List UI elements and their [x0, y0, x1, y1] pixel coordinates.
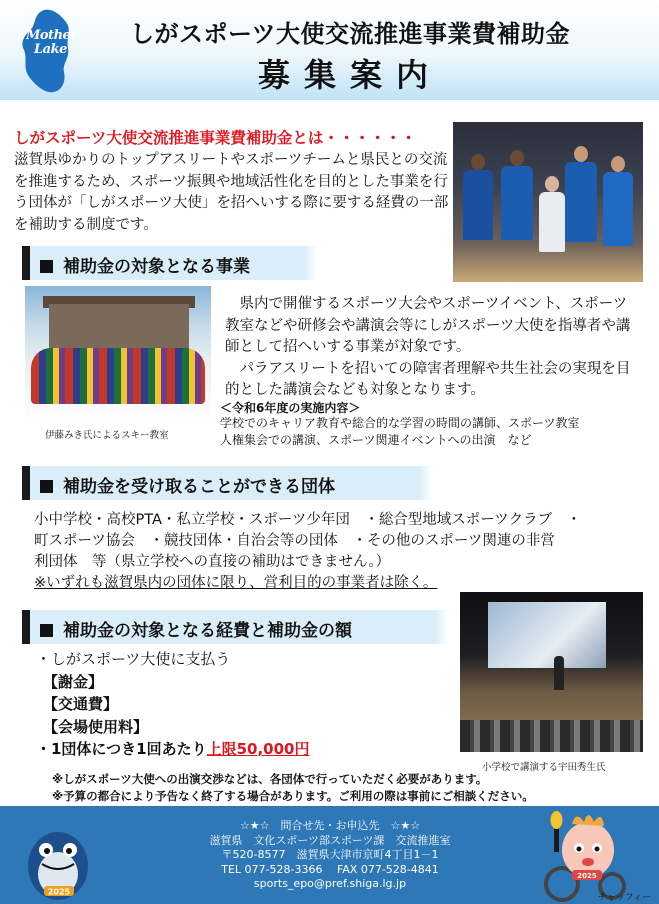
contact-info [180, 819, 480, 892]
page-subtitle: 募集案内 [257, 56, 442, 94]
mascot-year-label: 2025 [47, 887, 71, 897]
section-heading-target [22, 246, 304, 280]
speaker-figure [554, 656, 564, 690]
expense-limit-line [36, 738, 309, 761]
contact-dept: 滋賀県 文化スポーツ部スポーツ課 交流推進室 [209, 833, 451, 847]
mother-lake-logo [14, 8, 94, 96]
intro-body: 滋賀県ゆかりのトップアスリートやスポーツチームと県民との交流を推進するため、スポーツ振興や地域活性化を目的とした事業を行う団体が「しがスポーツ大使」を招へいする際に要する経費の一部を補助する制度です。 [14, 152, 449, 233]
school-photo-caption: 小学校で講演する宇田秀生氏 [482, 762, 606, 773]
reiwa-body [220, 415, 645, 449]
section-heading-expenses [22, 610, 434, 644]
logo-text-lake: Lake [34, 42, 67, 57]
mascot-name-label: チャッフィー [598, 893, 652, 903]
target-description [225, 294, 639, 402]
page-title: しがスポーツ大使交流推進事業費補助金 [129, 20, 571, 48]
reiwa-line: 人権集会での講演、スポーツ関連イベントへの出演 など [220, 433, 532, 447]
eligible-orgs [34, 510, 634, 594]
reiwa-heading: ＜令和6年度の実施内容＞ [220, 401, 361, 415]
orgs-line: 利団体 等（県立学校への直接の補助はできません。） [34, 554, 391, 570]
ski-lesson-photo [25, 286, 211, 422]
contact-email[interactable]: sports_epo@pref.shiga.lg.jp [253, 877, 407, 890]
square-bullet-icon [40, 480, 53, 493]
contact-title: ☆★☆ 問合せ先・お申込先 ☆★☆ [239, 819, 421, 832]
player-figure [539, 192, 565, 252]
basketball-photo [453, 122, 643, 282]
expense-limit-amount: 上限50,000円 [206, 740, 310, 758]
square-bullet-icon [40, 260, 53, 273]
contact-phone: TEL 077-528-3366 FAX 077-528-4841 [221, 862, 439, 876]
section-heading-orgs [22, 466, 418, 500]
note-line: ※予算の都合により予告なく終了する場合があります。ご利用の際は事前にご相談ください。 [52, 789, 534, 803]
ski-photo-caption: 伊藤みき氏によるスキー教室 [45, 430, 169, 441]
section-heading-text: 補助金の対象となる経費と補助金の額 [63, 621, 352, 641]
logo-text-mother: Mother [26, 28, 77, 43]
mascot-year-label: 2025 [577, 872, 597, 880]
orgs-line: 町スポーツ協会 ・競技団体・自治会等の団体 ・その他のスポーツ関連の非営 [34, 533, 555, 549]
expense-line: ・しがスポーツ大使に支払う [36, 650, 231, 668]
school-lecture-photo [460, 592, 643, 752]
expense-item: 【謝金】 [43, 672, 104, 691]
player-figure [603, 172, 633, 246]
player-figure [501, 166, 533, 240]
target-paragraph-2: パラアスリートを招いての障害者理解や共生社会の実現を目的とした講演会なども対象となります。 [225, 360, 631, 398]
section-heading-text: 補助金を受け取ることができる団体 [63, 477, 335, 497]
orgs-line: 小中学校・高校PTA・私立学校・スポーツ少年団 ・総合型地域スポーツクラブ ・ [34, 512, 582, 528]
contact-address: 〒520-8577 滋賀県大津市京町4丁目1－1 [221, 848, 439, 861]
reiwa-line: 学校でのキャリア教育や総合的な学習の時間の講師、スポーツ教室 [220, 416, 580, 430]
intro-heading: しがスポーツ大使交流推進事業費補助金とは・・・・・・ [14, 129, 417, 147]
player-figure [565, 162, 597, 242]
expense-item: 【会場使用料】 [43, 717, 149, 736]
header-banner [0, 0, 659, 100]
player-figure [463, 170, 493, 240]
section-heading-text: 補助金の対象となる事業 [63, 257, 250, 277]
square-bullet-icon [40, 624, 53, 637]
notes [52, 771, 534, 805]
expense-list [36, 648, 309, 761]
expense-limit-prefix: ・1団体につき1回あたり [36, 740, 207, 758]
projection-screen [488, 602, 606, 668]
catfish-mascot-icon [14, 814, 104, 904]
orgs-note: ※いずれも滋賀県内の団体に限り、営利目的の事業者は除く。 [34, 575, 438, 591]
target-paragraph-1: 県内で開催するスポーツ大会やスポーツイベント、スポーツ教室などや研修会や講演会等にしがスポーツ大使を指導者や講師として招へいする事業が対象です。 [225, 296, 631, 355]
audience-figures [460, 720, 643, 752]
group-of-skiers [31, 348, 205, 404]
expense-item: 【交通費】 [43, 695, 119, 713]
note-line: ※しがスポーツ大使への出演交渉などは、各団体で行っていただく必要があります。 [52, 772, 488, 786]
